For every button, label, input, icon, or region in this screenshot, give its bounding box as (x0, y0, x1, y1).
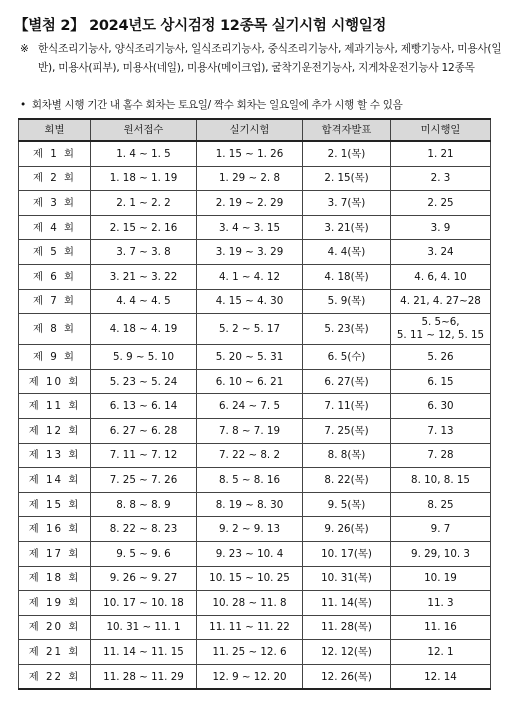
result-date-cell: 2. 1(목) (303, 141, 391, 166)
application-period-cell: 4. 18 ~ 4. 19 (91, 314, 197, 345)
exam-period-cell: 12. 9 ~ 12. 20 (197, 664, 303, 689)
result-date-cell: 7. 25(목) (303, 418, 391, 443)
application-period-cell: 9. 5 ~ 9. 6 (91, 541, 197, 566)
table-row (19, 541, 491, 566)
result-date-cell: 4. 18(목) (303, 264, 391, 289)
application-period-cell: 2. 1 ~ 2. 2 (91, 191, 197, 216)
application-period-cell: 8. 8 ~ 8. 9 (91, 492, 197, 517)
application-period-cell: 11. 14 ~ 11. 15 (91, 640, 197, 665)
round-cell: 제 12 회 (19, 418, 91, 443)
additional-schedule-note (20, 97, 403, 112)
result-date-cell: 12. 12(목) (303, 640, 391, 665)
application-period-cell: 2. 15 ~ 2. 16 (91, 215, 197, 240)
exam-period-cell: 8. 19 ~ 8. 30 (197, 492, 303, 517)
application-period-cell: 3. 21 ~ 3. 22 (91, 264, 197, 289)
round-cell: 제 2 회 (19, 166, 91, 191)
exam-period-cell: 5. 2 ~ 5. 17 (197, 314, 303, 345)
result-date-cell: 3. 7(목) (303, 191, 391, 216)
result-date-cell: 2. 15(목) (303, 166, 391, 191)
table-row (19, 394, 491, 419)
result-date-cell: 6. 27(목) (303, 369, 391, 394)
result-date-cell: 12. 26(목) (303, 664, 391, 689)
table-row (19, 566, 491, 591)
table-header-row (19, 119, 491, 141)
exam-period-cell: 1. 15 ~ 1. 26 (197, 141, 303, 166)
table-row (19, 215, 491, 240)
round-cell: 제 9 회 (19, 345, 91, 370)
non-exam-days-cell: 11. 3 (391, 591, 491, 616)
round-cell: 제 20 회 (19, 615, 91, 640)
table-row (19, 240, 491, 265)
result-date-cell: 10. 31(목) (303, 566, 391, 591)
application-period-cell: 4. 4 ~ 4. 5 (91, 289, 197, 314)
result-date-cell: 11. 28(목) (303, 615, 391, 640)
table-row (19, 369, 491, 394)
header-practical-exam: 실기시험 (197, 119, 303, 141)
table-row (19, 517, 491, 542)
non-exam-days-cell: 1. 21 (391, 141, 491, 166)
table-row (19, 345, 491, 370)
non-exam-days-cell: 12. 14 (391, 664, 491, 689)
round-cell: 제 13 회 (19, 443, 91, 468)
exam-period-cell: 2. 19 ~ 2. 29 (197, 191, 303, 216)
non-exam-days-cell: 8. 10, 8. 15 (391, 468, 491, 493)
non-exam-days-cell: 3. 9 (391, 215, 491, 240)
result-date-cell: 4. 4(목) (303, 240, 391, 265)
exam-schedule-table (18, 118, 491, 690)
round-cell: 제 18 회 (19, 566, 91, 591)
result-date-cell: 7. 11(목) (303, 394, 391, 419)
exam-period-cell: 3. 19 ~ 3. 29 (197, 240, 303, 265)
application-period-cell: 6. 13 ~ 6. 14 (91, 394, 197, 419)
result-date-cell: 8. 22(목) (303, 468, 391, 493)
exam-period-cell: 10. 28 ~ 11. 8 (197, 591, 303, 616)
table-row (19, 289, 491, 314)
round-cell: 제 21 회 (19, 640, 91, 665)
table-row (19, 591, 491, 616)
application-period-cell: 8. 22 ~ 8. 23 (91, 517, 197, 542)
round-cell: 제 22 회 (19, 664, 91, 689)
round-cell: 제 14 회 (19, 468, 91, 493)
round-cell: 제 11 회 (19, 394, 91, 419)
non-exam-days-cell: 5. 26 (391, 345, 491, 370)
non-exam-days-cell: 10. 19 (391, 566, 491, 591)
round-cell: 제 4 회 (19, 215, 91, 240)
header-application: 원서접수 (91, 119, 197, 141)
round-cell: 제 5 회 (19, 240, 91, 265)
non-exam-days-cell: 11. 16 (391, 615, 491, 640)
header-non-exam-days: 미시행일 (391, 119, 491, 141)
exam-period-cell: 3. 4 ~ 3. 15 (197, 215, 303, 240)
header-round: 회별 (19, 119, 91, 141)
round-cell: 제 10 회 (19, 369, 91, 394)
non-exam-days-cell: 2. 25 (391, 191, 491, 216)
target-items-note (18, 40, 503, 78)
result-date-cell: 11. 14(목) (303, 591, 391, 616)
result-date-cell: 5. 23(목) (303, 314, 391, 345)
result-date-cell: 5. 9(목) (303, 289, 391, 314)
reference-mark: ※ (20, 43, 29, 55)
result-date-cell: 9. 5(목) (303, 492, 391, 517)
application-period-cell: 7. 25 ~ 7. 26 (91, 468, 197, 493)
table-row (19, 166, 491, 191)
table-row (19, 418, 491, 443)
non-exam-days-cell: 7. 28 (391, 443, 491, 468)
application-period-cell: 10. 31 ~ 11. 1 (91, 615, 197, 640)
table-row (19, 443, 491, 468)
non-exam-days-cell: 9. 7 (391, 517, 491, 542)
table-row (19, 640, 491, 665)
exam-period-cell: 4. 1 ~ 4. 12 (197, 264, 303, 289)
application-period-cell: 9. 26 ~ 9. 27 (91, 566, 197, 591)
non-exam-days-cell: 9. 29, 10. 3 (391, 541, 491, 566)
non-exam-days-cell: 5. 5~6, 5. 11 ~ 12, 5. 15 (391, 314, 491, 345)
application-period-cell: 5. 23 ~ 5. 24 (91, 369, 197, 394)
result-date-cell: 10. 17(목) (303, 541, 391, 566)
application-period-cell: 1. 18 ~ 1. 19 (91, 166, 197, 191)
exam-period-cell: 8. 5 ~ 8. 16 (197, 468, 303, 493)
non-exam-days-cell: 8. 25 (391, 492, 491, 517)
result-date-cell: 8. 8(목) (303, 443, 391, 468)
exam-period-cell: 5. 20 ~ 5. 31 (197, 345, 303, 370)
exam-period-cell: 11. 11 ~ 11. 22 (197, 615, 303, 640)
exam-period-cell: 9. 2 ~ 9. 13 (197, 517, 303, 542)
table-row (19, 191, 491, 216)
round-cell: 제 19 회 (19, 591, 91, 616)
non-exam-days-cell: 4. 6, 4. 10 (391, 264, 491, 289)
non-exam-days-cell: 2. 3 (391, 166, 491, 191)
exam-period-cell: 11. 25 ~ 12. 6 (197, 640, 303, 665)
application-period-cell: 11. 28 ~ 11. 29 (91, 664, 197, 689)
non-exam-days-cell: 6. 30 (391, 394, 491, 419)
non-exam-days-cell: 3. 24 (391, 240, 491, 265)
round-cell: 제 15 회 (19, 492, 91, 517)
application-period-cell: 10. 17 ~ 10. 18 (91, 591, 197, 616)
result-date-cell: 6. 5(수) (303, 345, 391, 370)
round-cell: 제 6 회 (19, 264, 91, 289)
round-cell: 제 16 회 (19, 517, 91, 542)
table-row (19, 264, 491, 289)
exam-period-cell: 6. 10 ~ 6. 21 (197, 369, 303, 394)
table-row (19, 468, 491, 493)
exam-period-cell: 6. 24 ~ 7. 5 (197, 394, 303, 419)
header-result-announcement: 합격자발표 (303, 119, 391, 141)
non-exam-days-cell: 4. 21, 4. 27~28 (391, 289, 491, 314)
exam-period-cell: 9. 23 ~ 10. 4 (197, 541, 303, 566)
application-period-cell: 6. 27 ~ 6. 28 (91, 418, 197, 443)
result-date-cell: 3. 21(목) (303, 215, 391, 240)
target-items-text: 한식조리기능사, 양식조리기능사, 일식조리기능사, 중식조리기능사, 제과기능사, 제빵기능사, 미용사(일반), 미용사(피부), 미용사(네일), 미용사(메이크업), 굴착기운전기능사, 지게차운전기능사 12종목 (38, 43, 502, 74)
additional-schedule-text: 회차별 시행 기간 내 홀수 회차는 토요일/ 짝수 회차는 일요일에 추가 시행 할 수 있음 (31, 99, 403, 111)
document-title: 【별첨 2】 2024년도 상시검정 12종목 실기시험 시행일정 (14, 18, 387, 34)
exam-period-cell: 10. 15 ~ 10. 25 (197, 566, 303, 591)
exam-period-cell: 7. 8 ~ 7. 19 (197, 418, 303, 443)
round-cell: 제 17 회 (19, 541, 91, 566)
application-period-cell: 3. 7 ~ 3. 8 (91, 240, 197, 265)
table-row (19, 314, 491, 345)
non-exam-days-cell: 12. 1 (391, 640, 491, 665)
application-period-cell: 5. 9 ~ 5. 10 (91, 345, 197, 370)
non-exam-days-cell: 6. 15 (391, 369, 491, 394)
round-cell: 제 1 회 (19, 141, 91, 166)
round-cell: 제 3 회 (19, 191, 91, 216)
table-row (19, 141, 491, 166)
table-row (19, 615, 491, 640)
application-period-cell: 1. 4 ~ 1. 5 (91, 141, 197, 166)
non-exam-days-cell: 7. 13 (391, 418, 491, 443)
exam-period-cell: 7. 22 ~ 8. 2 (197, 443, 303, 468)
table-row (19, 492, 491, 517)
application-period-cell: 7. 11 ~ 7. 12 (91, 443, 197, 468)
exam-period-cell: 1. 29 ~ 2. 8 (197, 166, 303, 191)
result-date-cell: 9. 26(목) (303, 517, 391, 542)
table-row (19, 664, 491, 689)
round-cell: 제 8 회 (19, 314, 91, 345)
bullet-mark: • (20, 99, 26, 111)
round-cell: 제 7 회 (19, 289, 91, 314)
exam-period-cell: 4. 15 ~ 4. 30 (197, 289, 303, 314)
